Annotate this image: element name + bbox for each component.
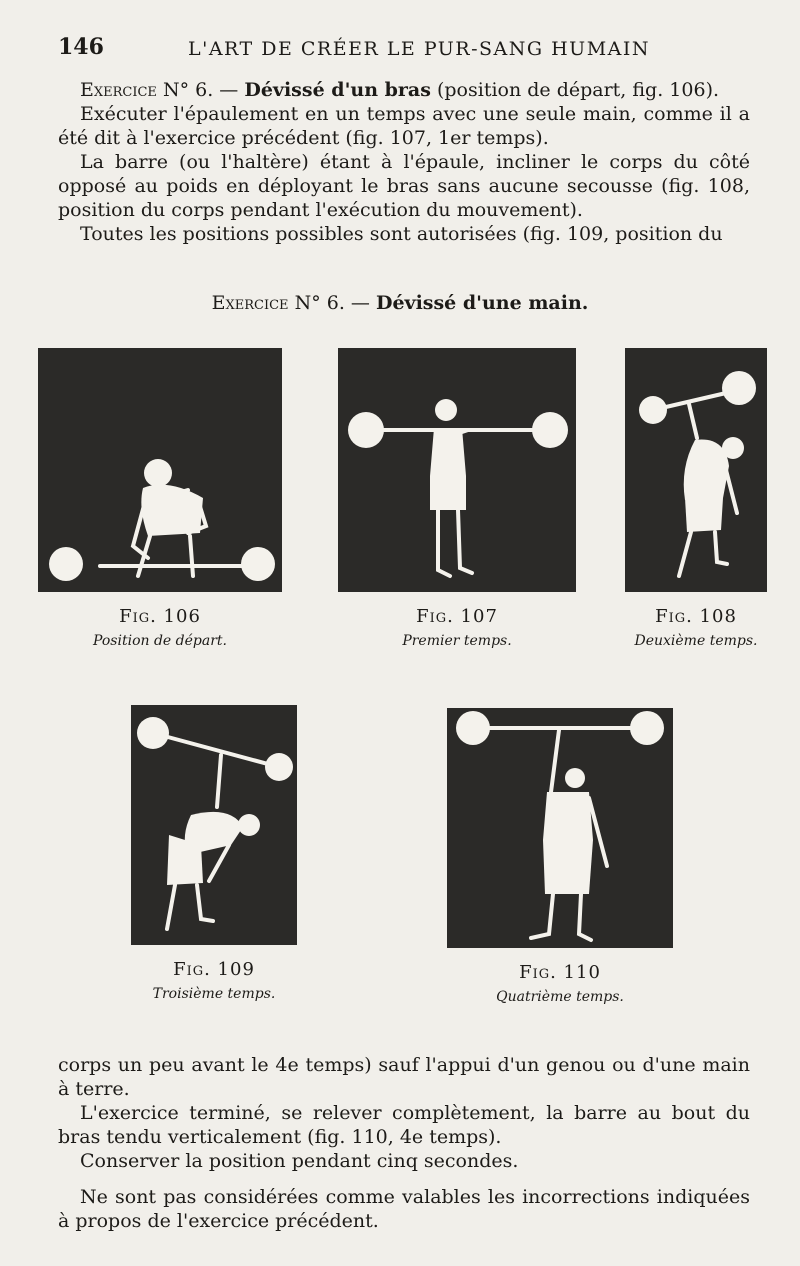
figure-110	[447, 708, 673, 1005]
section-dash: —	[344, 292, 376, 314]
paragraph-2: La barre (ou l'haltère) étant à l'épaule, incliner le corps du côté opposé au poids en déployant le bras sans aucune secousse (fig. 108, position du corps pendant l'exécution du mouvement).	[58, 151, 750, 221]
figure-106	[38, 348, 282, 649]
figure-107-label: Fig. 107	[416, 606, 498, 627]
figure-106-caption: Position de départ.	[93, 633, 227, 649]
figure-108-label: Fig. 108	[655, 606, 737, 627]
running-title: L'ART DE CRÉER LE PUR-SANG HUMAIN	[188, 38, 650, 60]
figure-107-caption: Premier temps.	[402, 633, 512, 649]
paragraph-6: Conserver la position pendant cinq secondes.	[80, 1150, 519, 1172]
page-header	[58, 34, 738, 64]
exercise-heading-paragraph	[58, 78, 750, 102]
section-title	[0, 292, 800, 314]
figure-106-label: Fig. 106	[119, 606, 201, 627]
section-title-text: Dévissé d'une main.	[375, 292, 589, 314]
paragraph-5: L'exercice terminé, se relever complètement, la barre au bout du bras tendu verticalement (fig. 110, 4e temps).	[58, 1102, 750, 1148]
section-label: Exercice N° 6.	[211, 292, 345, 314]
figure-109-label: Fig. 109	[173, 959, 255, 980]
figure-107-illustration	[338, 348, 576, 592]
bottom-text	[58, 1053, 750, 1233]
exercise-dash: —	[213, 79, 245, 101]
paragraph-1: Exécuter l'épaulement en un temps avec une seule main, comme il a été dit à l'exercice précédent (fig. 107, 1er temps).	[58, 103, 750, 149]
exercise-heading-rest: (position de départ, fig. 106).	[430, 79, 720, 101]
figure-109-caption: Troisième temps.	[152, 986, 276, 1002]
figure-108-illustration	[625, 348, 767, 592]
figure-106-illustration	[38, 348, 282, 592]
paragraph-7: Ne sont pas considérées comme valables les incorrections indiquées à propos de l'exercice précédent.	[58, 1186, 750, 1232]
paragraph-4: corps un peu avant le 4e temps) sauf l'appui d'un genou ou d'une main à terre.	[58, 1054, 750, 1100]
exercise-label: Exercice N° 6.	[80, 79, 214, 101]
figure-108-caption: Deuxième temps.	[634, 633, 758, 649]
figure-110-illustration	[447, 708, 673, 948]
top-text	[58, 78, 750, 246]
paragraph-3: Toutes les positions possibles sont autorisées (fig. 109, position du	[80, 223, 723, 245]
figure-107	[338, 348, 576, 649]
figure-108	[625, 348, 767, 649]
page-number: 146	[58, 34, 104, 60]
figure-109	[131, 705, 297, 1002]
figure-109-illustration	[131, 705, 297, 945]
exercise-title: Dévissé d'un bras	[244, 79, 431, 101]
figure-110-caption: Quatrième temps.	[496, 989, 624, 1005]
figure-110-label: Fig. 110	[519, 962, 601, 983]
